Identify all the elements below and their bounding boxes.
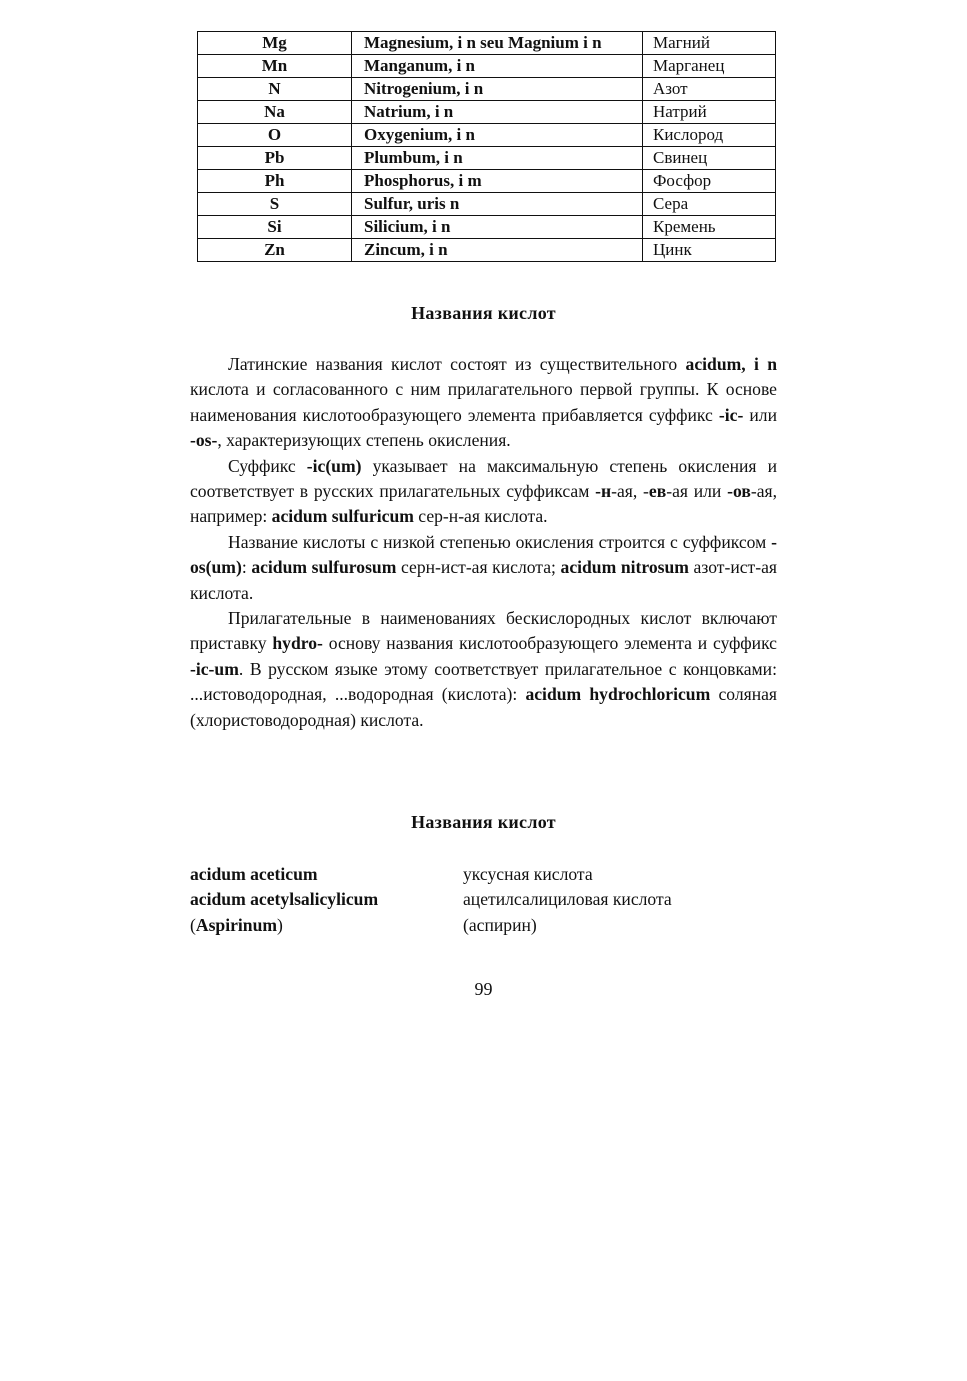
list-item <box>190 862 777 887</box>
element-latin-name: Silicium, i n <box>352 216 643 239</box>
element-russian-name: Кислород <box>643 124 776 147</box>
acid-russian-name: уксусная кислота <box>463 864 593 884</box>
acid-russian-name: ацетилсалициловая кислота <box>463 889 672 910</box>
table-row <box>198 216 776 239</box>
table-row <box>198 147 776 170</box>
element-symbol: N <box>198 78 352 101</box>
element-russian-name: Фосфор <box>643 170 776 193</box>
element-symbol: Ph <box>198 170 352 193</box>
element-symbol: S <box>198 193 352 216</box>
element-latin-name: Magnesium, i n seu Magnium i n <box>352 32 643 55</box>
table-row <box>198 101 776 124</box>
acid-latin-name: (Aspirinum) <box>190 914 283 935</box>
element-latin-name: Oxygenium, i n <box>352 124 643 147</box>
table-row <box>198 170 776 193</box>
page-number: 99 <box>474 979 493 999</box>
element-latin-name: Zincum, i n <box>352 239 643 262</box>
section-heading-acid-list: Названия кислот <box>411 812 556 832</box>
element-symbol: Mn <box>198 55 352 78</box>
table-row <box>198 55 776 78</box>
table-row <box>198 239 776 262</box>
paragraph-3: Название кислоты с низкой степенью окисления строится с суффиксом -os(um): acidum sulfurosum серн-ист-ая кислота; acidum nitrosum азот-ист-ая кислота. <box>190 531 778 603</box>
element-russian-name: Кремень <box>643 216 776 239</box>
element-latin-name: Manganum, i n <box>352 55 643 78</box>
paragraph-2: Суффикс -ic(um) указывает на максимальную степень окисления и соответствует в русских прилагательных суффиксам -н-ая, -ев-ая или -ов-ая, например: acidum sulfuricum сер-н-ая кислота. <box>190 455 778 527</box>
element-symbol: O <box>198 124 352 147</box>
element-russian-name: Натрий <box>643 101 776 124</box>
element-symbol: Mg <box>198 32 352 55</box>
element-symbol: Pb <box>198 147 352 170</box>
element-symbol: Zn <box>198 239 352 262</box>
element-russian-name: Марганец <box>643 55 776 78</box>
list-item <box>190 913 777 938</box>
section-heading-acid-names: Названия кислот <box>411 303 556 323</box>
element-russian-name: Азот <box>643 78 776 101</box>
table-row <box>198 32 776 55</box>
table-row <box>198 78 776 101</box>
acid-latin-name: acidum acetylsalicylicum <box>190 889 379 910</box>
element-latin-name: Natrium, i n <box>352 101 643 124</box>
element-latin-name: Sulfur, uris n <box>352 193 643 216</box>
acid-list <box>190 862 777 938</box>
element-russian-name: Магний <box>643 32 776 55</box>
elements-table <box>197 31 776 262</box>
paragraph-1: Латинские названия кислот состоят из существительного acidum, i n кислота и согласованного с ним прилагательного первой группы. К основе наименования кислотообразующего элемента прибавляется суффикс -ic- или -os-, характеризующих степень окисления. <box>190 354 777 451</box>
element-symbol: Si <box>198 216 352 239</box>
acid-names-text <box>190 352 777 733</box>
element-symbol: Na <box>198 101 352 124</box>
element-russian-name: Свинец <box>643 147 776 170</box>
list-item <box>190 887 777 912</box>
element-latin-name: Plumbum, i n <box>352 147 643 170</box>
element-russian-name: Цинк <box>643 239 776 262</box>
acid-latin-name: acidum aceticum <box>190 864 318 884</box>
table-row <box>198 124 776 147</box>
table-row <box>198 193 776 216</box>
element-russian-name: Сера <box>643 193 776 216</box>
acid-russian-name: (аспирин) <box>463 914 537 935</box>
paragraph-4: Прилагательные в наименованиях бескислородных кислот включают приставку hydro- основу названия кислотообразующего элемента и суффикс -ic-um. В русском языке этому соответствует прилагательное с концовками: ...истоводородная, ...водородная (кислота): acidum hydrochloricum соляная (хлористоводородная) кислота. <box>190 608 778 730</box>
element-latin-name: Phosphorus, i m <box>352 170 643 193</box>
element-latin-name: Nitrogenium, i n <box>352 78 643 101</box>
